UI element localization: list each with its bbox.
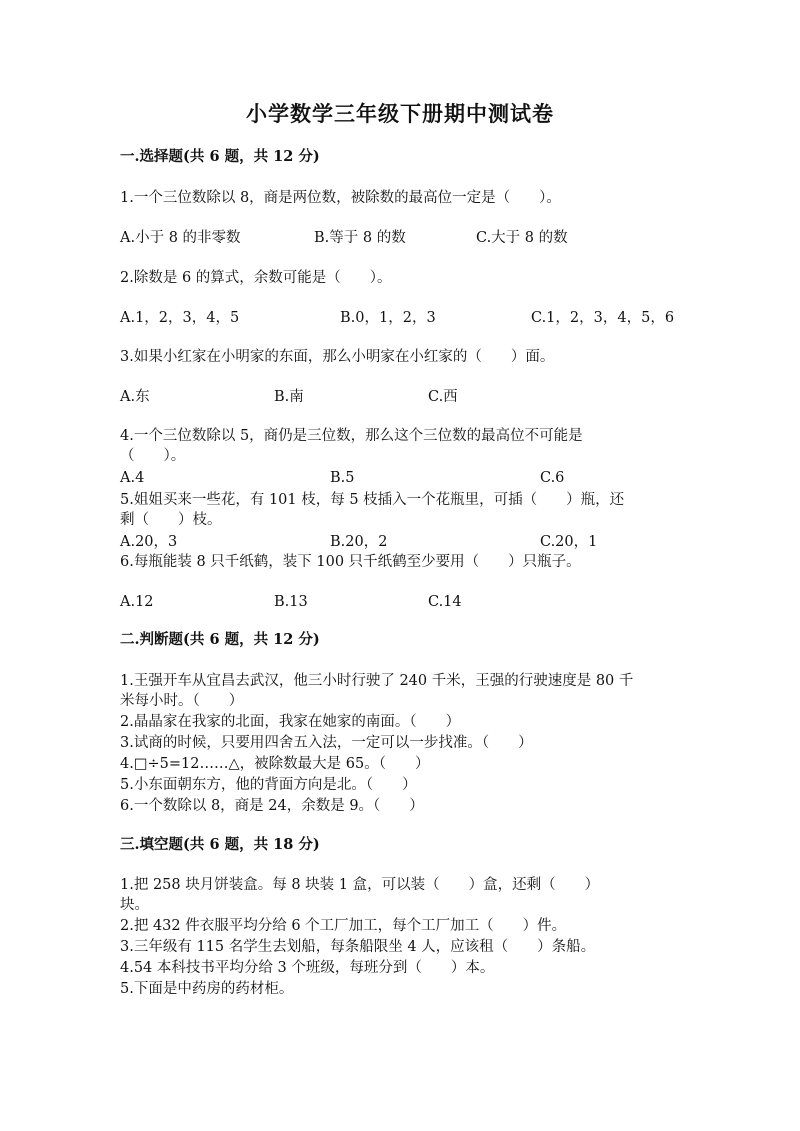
option-a: A.4 — [120, 470, 145, 486]
question-text: 1.一个三位数除以 8，商是两位数，被除数的最高位一定是（ ）。 — [120, 190, 561, 206]
judge-line: 4.□÷5=12……△，被除数最大是 65。（ ） — [120, 756, 430, 772]
fill-line: 5.下面是中药房的药材柜。 — [120, 981, 294, 997]
section-heading-judge: 二.判断题(共 6 题，共 12 分) — [120, 631, 320, 648]
judge-line: 2.晶晶家在我家的北面，我家在她家的南面。（ ） — [120, 714, 461, 730]
judge-line: 6.一个数除以 8，商是 24，余数是 9。（ ） — [120, 798, 424, 814]
option-b: B.0，1，2，3 — [340, 310, 436, 326]
question-text: 6.每瓶能装 8 只千纸鹤，装下 100 只千纸鹤至少要用（ ）只瓶子。 — [120, 554, 581, 570]
option-c: C.6 — [540, 470, 565, 486]
option-c: C.大于 8 的数 — [476, 230, 568, 246]
question-text-cont: 剩（ ）枝。 — [120, 512, 222, 528]
question-text: 2.除数是 6 的算式，余数可能是（ ）。 — [120, 270, 392, 286]
fill-line: 块。 — [120, 897, 149, 913]
option-a: A.小于 8 的非零数 — [120, 230, 241, 246]
judge-line: 米每小时。（ ） — [120, 693, 244, 709]
judge-line: 3.试商的时候，只要用四舍五入法，一定可以一步找准。（ ） — [120, 735, 533, 751]
option-a: A.20，3 — [120, 534, 178, 550]
question-text: 5.姐姐买来一些花，有 101 枝，每 5 枝插入一个花瓶里，可插（ ）瓶，还 — [120, 492, 625, 508]
fill-line: 3.三年级有 115 名学生去划船，每条船限坐 4 人，应该租（ ）条船。 — [120, 939, 596, 955]
question-text: 3.如果小红家在小明家的东面，那么小明家在小红家的（ ）面。 — [120, 349, 555, 365]
option-c: C.20，1 — [540, 534, 598, 550]
option-b: B.等于 8 的数 — [314, 230, 406, 246]
option-a: A.东 — [120, 389, 150, 405]
section-heading-choice: 一.选择题(共 6 题，共 12 分) — [120, 148, 320, 165]
question-text-cont: （ ）。 — [120, 448, 186, 464]
judge-line: 1.王强开车从宜昌去武汉，他三小时行驶了 240 千米，王强的行驶速度是 80 千 — [120, 673, 634, 689]
fill-line: 2.把 432 件衣服平均分给 6 个工厂加工，每个工厂加工（ ）件。 — [120, 918, 567, 934]
option-a: A.12 — [120, 594, 154, 610]
option-b: B.20，2 — [330, 534, 388, 550]
option-c: C.14 — [428, 594, 462, 610]
question-text: 4.一个三位数除以 5，商仍是三位数，那么这个三位数的最高位不可能是 — [120, 428, 583, 444]
option-c: C.西 — [428, 389, 458, 405]
option-c: C.1，2，3，4，5，6 — [531, 310, 675, 326]
option-a: A.1，2，3，4，5 — [120, 310, 240, 326]
page-title: 小学数学三年级下册期中测试卷 — [246, 101, 554, 126]
judge-line: 5.小东面朝东方，他的背面方向是北。（ ） — [120, 777, 417, 793]
fill-line: 4.54 本科技书平均分给 3 个班级，每班分到（ ）本。 — [120, 960, 495, 976]
option-b: B.13 — [274, 594, 308, 610]
fill-line: 1.把 258 块月饼装盒。每 8 块装 1 盒，可以装（ ）盒，还剩（ ） — [120, 877, 600, 893]
option-b: B.南 — [274, 389, 304, 405]
section-heading-fill: 三.填空题(共 6 题，共 18 分) — [120, 836, 320, 853]
option-b: B.5 — [330, 470, 355, 486]
